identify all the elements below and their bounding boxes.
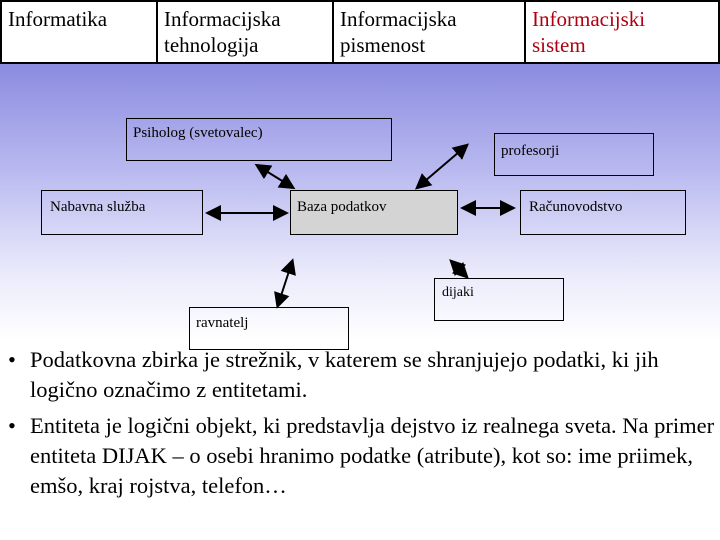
bullet-dot-icon: • bbox=[8, 347, 16, 372]
node-label: dijaki bbox=[442, 285, 474, 300]
tab-label: Informatika bbox=[8, 7, 108, 31]
bullet-item bbox=[0, 411, 720, 501]
node-nabavna-sluzba bbox=[41, 190, 203, 235]
tab-label: tehnologija bbox=[164, 33, 259, 57]
tab-label: Informacijska bbox=[340, 7, 457, 31]
tab-label: Informacijski bbox=[532, 7, 646, 31]
tab-label: Informacijska bbox=[164, 7, 281, 31]
node-label: Računovodstvo bbox=[529, 199, 623, 215]
bullet-text: Podatkovna zbirka je strežnik, v katerem se shranjujejo podatki, ki jih logično označimo z entitetami. bbox=[30, 347, 659, 402]
node-label: Nabavna služba bbox=[50, 199, 146, 215]
tab-label: pismenost bbox=[340, 33, 426, 57]
node-label: Psiholog (svetovalec) bbox=[133, 125, 263, 141]
arrow-ravnatelj-baza bbox=[278, 262, 292, 305]
node-profesorji bbox=[494, 133, 654, 176]
node-dijaki bbox=[434, 278, 564, 321]
node-label: Baza podatkov bbox=[297, 199, 387, 215]
arrow-profesorji-baza bbox=[418, 146, 466, 187]
node-psiholog bbox=[126, 118, 392, 161]
bullet-text: Entiteta je logični objekt, ki predstavlja dejstvo iz realnega sveta. Na primer entiteta DIJAK – o osebi hranimo podatke (atribute), kot so: ime priimek, emšo, kraj rojstva, telefon… bbox=[30, 413, 715, 498]
arrow-dijaki-baza bbox=[452, 262, 466, 276]
bullet-list bbox=[0, 345, 720, 507]
node-racunovodstvo bbox=[520, 190, 686, 235]
node-ravnatelj bbox=[189, 307, 349, 350]
arrow-psiholog-baza bbox=[258, 166, 292, 187]
bullet-dot-icon: • bbox=[8, 413, 16, 438]
bullet-item bbox=[0, 345, 720, 405]
node-baza-podatkov bbox=[290, 190, 458, 235]
node-label: ravnatelj bbox=[196, 315, 249, 331]
tab-label: sistem bbox=[532, 33, 586, 57]
node-label: profesorji bbox=[501, 143, 560, 159]
